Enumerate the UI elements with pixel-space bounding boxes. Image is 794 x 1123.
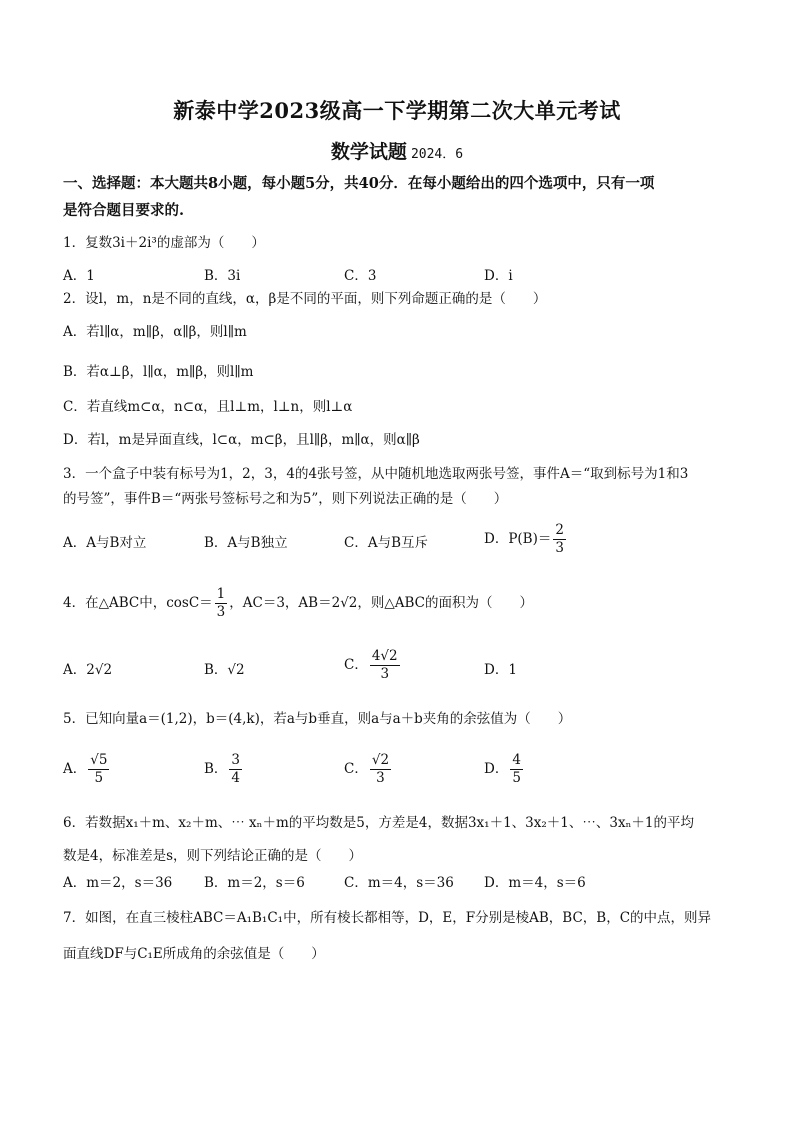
- fraction-numerator: 4√2: [371, 648, 398, 664]
- fraction: [510, 752, 523, 787]
- option-label: C．: [344, 761, 368, 777]
- option-label: D．: [484, 761, 509, 777]
- fraction-numerator: 3: [231, 752, 241, 768]
- fraction-numerator: 2: [555, 522, 564, 538]
- question-3-option-c: C．A与B互斥: [344, 535, 428, 551]
- question-6-line2: 数是4，标准差是s，则下列结论正确的是（ ）: [63, 848, 363, 864]
- question-4-stem-b: ，AC＝3，AB＝2√2，则△ABC的面积为（ ）: [229, 595, 534, 611]
- fraction-numerator: 4: [512, 752, 521, 768]
- question-3-line1: 3．一个盒子中装有标号为1，2，3，4的4张号签，从中随机地选取两张号签，事件A＝“取到标号为1和3: [63, 466, 689, 482]
- fraction-denominator: 5: [94, 770, 104, 786]
- fraction: [88, 752, 109, 787]
- question-1-option-d: D．i: [484, 268, 513, 284]
- question-7-line2: 面直线DF与C₁E所成角的余弦值是（ ）: [63, 946, 325, 962]
- exam-title: 新泰中学2023级高一下学期第二次大单元考试: [173, 98, 621, 123]
- fraction-denominator: 4: [231, 770, 241, 786]
- fraction-numerator: 1: [216, 586, 226, 602]
- question-5-stem: 5．已知向量a＝(1,2)，b＝(4,k)，若a与b垂直，则a与a＋b夹角的余弦值为（ ）: [63, 711, 572, 727]
- question-6-line1: 6．若数据x₁＋m、x₂＋m、⋯ xₙ＋m的平均数是5，方差是4，数据3x₁＋1、3x₂＋1、⋯、3xₙ＋1的平均: [63, 815, 695, 831]
- section-heading: [63, 170, 743, 224]
- question-5-option-c: [344, 752, 393, 787]
- fraction-numerator: √5: [90, 752, 108, 768]
- question-6-option-c: C．m＝4，s＝36: [344, 875, 454, 891]
- fraction-denominator: 3: [555, 540, 564, 556]
- fraction-denominator: 3: [380, 666, 390, 682]
- question-1-stem: 1．复数3i＋2i³的虚部为（ ）: [63, 235, 265, 251]
- question-4-option-a: A．2√2: [63, 662, 113, 678]
- fraction: [229, 752, 242, 787]
- fraction-denominator: 3: [216, 604, 226, 620]
- question-2-option-d: D．若l，m是异面直线，l⊂α，m⊂β，且l∥β，m∥α，则α∥β: [63, 432, 420, 448]
- question-2-option-c: C．若直线m⊂α，n⊂α，且l⊥m，l⊥n，则l⊥α: [63, 399, 353, 415]
- question-6-option-b: B．m＝2，s＝6: [204, 875, 305, 891]
- question-1-option-b: B．3i: [204, 268, 241, 284]
- fraction-denominator: 3: [376, 770, 385, 786]
- question-3-option-b: B．A与B独立: [204, 535, 288, 551]
- question-4-option-b: B．√2: [204, 662, 245, 678]
- question-4-option-d: D．1: [484, 662, 517, 678]
- question-4-option-c: [344, 648, 402, 683]
- question-5-option-d: [484, 752, 525, 787]
- exam-subtitle: [0, 137, 794, 164]
- question-1-option-a: A．1: [63, 268, 95, 284]
- fraction-denominator: 5: [512, 770, 521, 786]
- option-label: B．: [204, 761, 228, 777]
- question-5-option-a: [63, 752, 111, 787]
- question-2-stem: 2．设l，m，n是不同的直线，α，β是不同的平面，则下列命题正确的是（ ）: [63, 291, 547, 307]
- question-6-option-d: D．m＝4，s＝6: [484, 875, 586, 891]
- fraction: [370, 648, 400, 683]
- question-3-line2: 的号签”，事件B＝“两张号签标号之和为5”，则下列说法正确的是（ ）: [63, 491, 508, 507]
- question-3-option-a: A．A与B对立: [63, 535, 147, 551]
- question-4-stem: [63, 586, 533, 621]
- fraction: [370, 752, 391, 787]
- question-5-option-b: [204, 752, 244, 787]
- option-label: A．: [63, 761, 87, 777]
- question-1-option-c: C．3: [344, 268, 377, 284]
- question-4-stem-a: 4．在△ABC中，cosC＝: [63, 595, 213, 611]
- section-heading-line2: 是符合题目要求的.: [63, 202, 185, 219]
- exam-date: 2024．6: [410, 147, 464, 162]
- subject-title: 数学试题: [330, 141, 407, 163]
- question-7-line1: 7．如图，在直三棱柱ABC＝A₁B₁C₁中，所有棱长都相等，D，E，F分别是棱AB，BC，B，C的中点，则异: [63, 910, 712, 926]
- fraction-numerator: √2: [371, 752, 390, 768]
- question-3-option-d-label: D．P(B)＝: [484, 531, 552, 547]
- fraction: [215, 586, 228, 621]
- section-heading-line1: 一、选择题：本大题共8小题，每小题5分，共40分．在每小题给出的四个选项中，只有一项: [63, 175, 655, 192]
- question-2-option-b: B．若α⊥β，l∥α，m∥β，则l∥m: [63, 364, 254, 380]
- question-6-option-a: A．m＝2，s＝36: [63, 875, 173, 891]
- question-4-option-c-label: C．: [344, 657, 368, 673]
- question-3-option-d: [484, 522, 568, 557]
- question-2-option-a: A．若l∥α，m∥β，α∥β，则l∥m: [63, 324, 247, 340]
- fraction: [553, 522, 566, 557]
